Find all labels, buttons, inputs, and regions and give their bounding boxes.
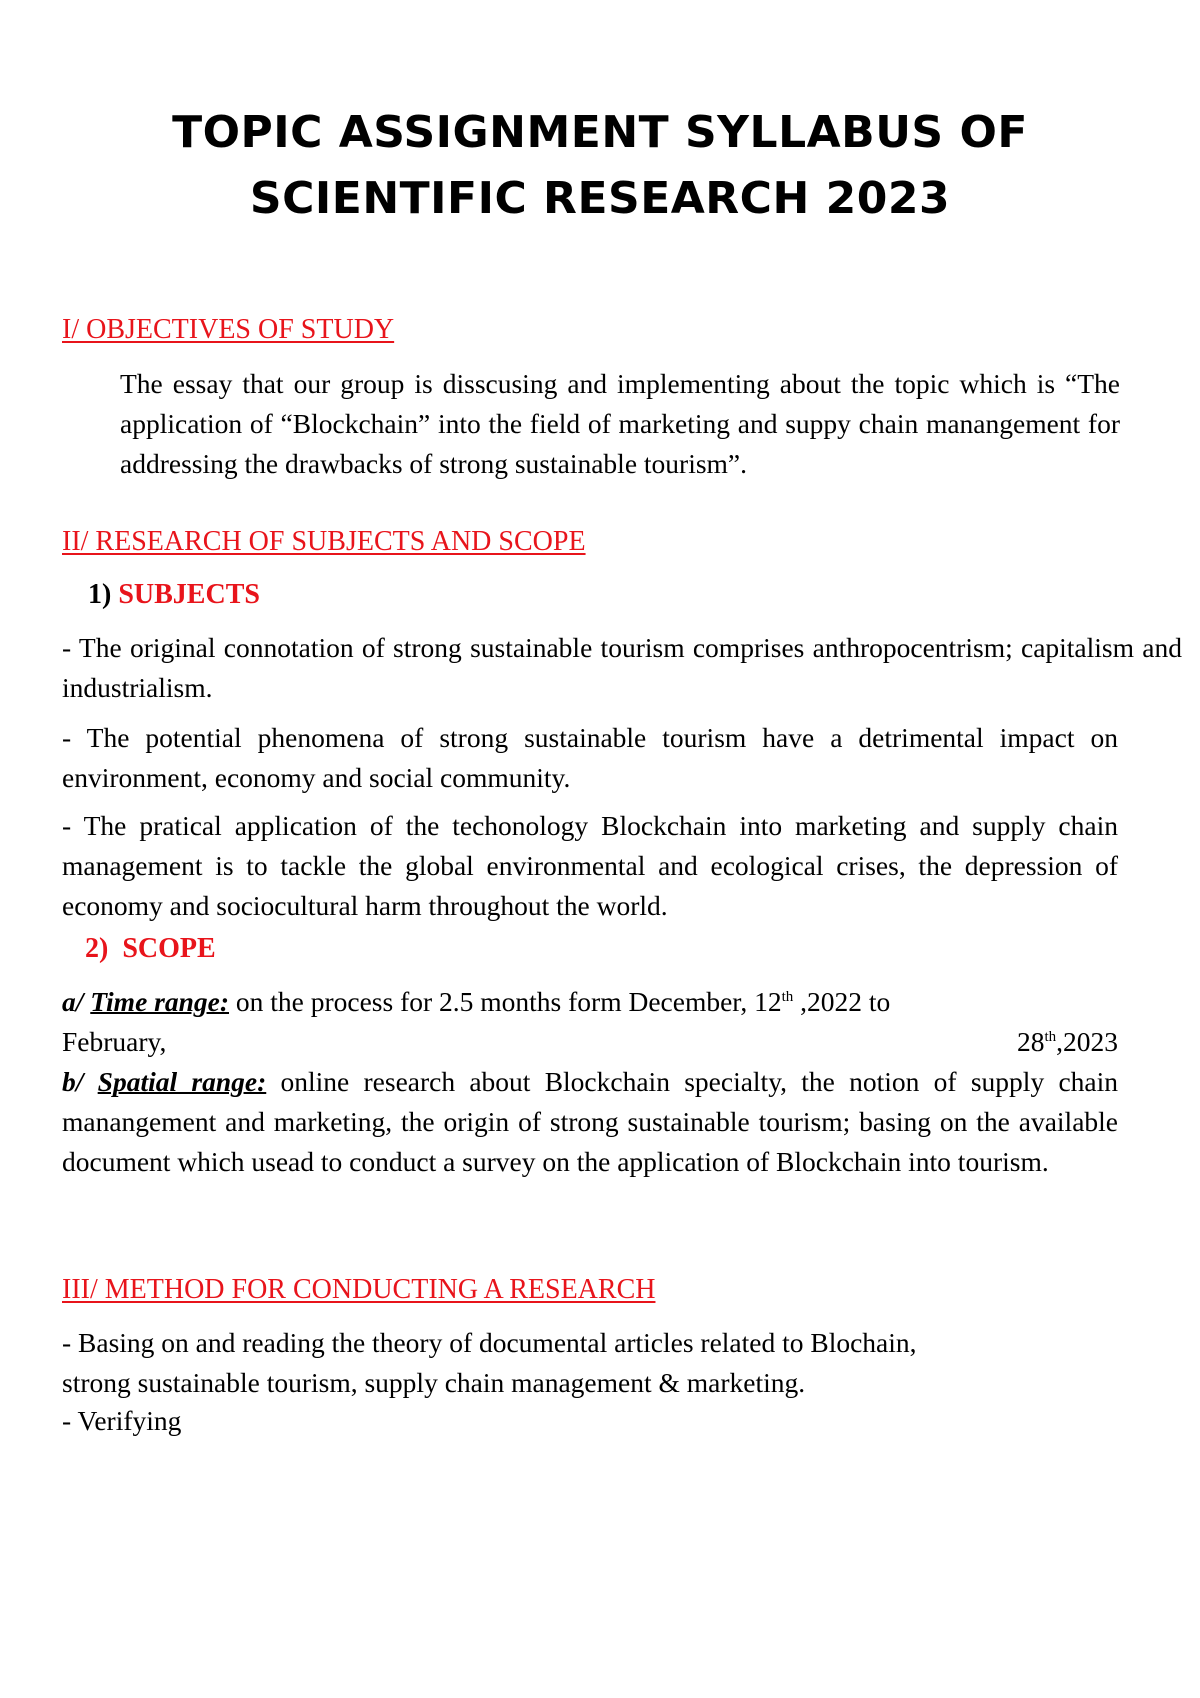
time-range-end-year: ,2023 [1056, 1026, 1118, 1057]
method-line-1: - Basing on and reading the theory of documental articles related to Blochain, [62, 1327, 917, 1358]
spatial-range-text: online research about Blockchain specialty, the notion of supply chain manangement and marketing, the origin of strong sustainable tourism; basing on the available document which usead to conduct a survey on the application of Blockchain into tourism. [62, 1066, 1119, 1177]
time-range-sup-2: th [1044, 1029, 1057, 1045]
section-method-heading: III/ METHOD FOR CONDUCTING A RESEARCH [62, 1274, 656, 1305]
subjects-number: 1) [88, 579, 112, 610]
title-line-2: SCIENTIFIC RESEARCH 2023 [249, 173, 951, 224]
time-range-prefix: a/ [62, 986, 84, 1017]
spatial-range-label [62, 1066, 266, 1097]
method-line-3: - Verifying [62, 1405, 182, 1436]
time-range-line-2 [62, 1022, 1118, 1062]
subjects-bullet-3: - The pratical application of the techonology Blockchain into marketing and supply chain management is to tackle the global environmental and ecological crises, the depression of economy and sociocultural harm throughout the world. [62, 810, 1118, 921]
objectives-paragraph: The essay that our group is disscusing and implementing about the topic which is “The application of “Blockchain” into the field of marketing and suppy chain manangement for addressing the drawbacks of strong sustainable tourism”. [120, 368, 1120, 479]
spatial-range-label-text: Spatial range: [97, 1066, 267, 1097]
page-title [60, 100, 1140, 232]
section-objectives-heading: I/ OBJECTIVES OF STUDY [62, 314, 395, 345]
subjects-bullet-1: - The original connotation of strong sustainable tourism comprises anthropocentrism; capitalism and industrialism. [62, 632, 1182, 703]
time-range-sup-1: th [781, 989, 794, 1005]
subjects-label: SUBJECTS [118, 579, 260, 610]
time-range-february: February, [62, 1026, 167, 1057]
method-line-2: strong sustainable tourism, supply chain management & marketing. [62, 1367, 806, 1398]
subjects-subheading [88, 578, 260, 612]
time-range-label [62, 986, 229, 1017]
scope-subheading [85, 932, 216, 966]
spatial-range-paragraph [62, 1062, 1118, 1182]
scope-number: 2) [85, 933, 109, 964]
section-subjects-scope-heading: II/ RESEARCH OF SUBJECTS AND SCOPE [62, 526, 586, 557]
time-range-end-date [1017, 1022, 1118, 1062]
scope-label: SCOPE [122, 933, 216, 964]
time-range-line [62, 982, 1118, 1022]
subjects-bullet-2: - The potential phenomena of strong sustainable tourism have a detrimental impact on environment, economy and social community. [62, 722, 1118, 793]
time-range-text-2: ,2022 to [793, 986, 891, 1017]
time-range-text: on the process for 2.5 months form December, 12 [229, 986, 782, 1017]
time-range-label-text: Time range: [90, 986, 230, 1017]
time-range-end-day: 28 [1016, 1026, 1045, 1057]
title-line-1: TOPIC ASSIGNMENT SYLLABUS OF [172, 107, 1028, 158]
spatial-range-prefix: b/ [62, 1066, 84, 1097]
